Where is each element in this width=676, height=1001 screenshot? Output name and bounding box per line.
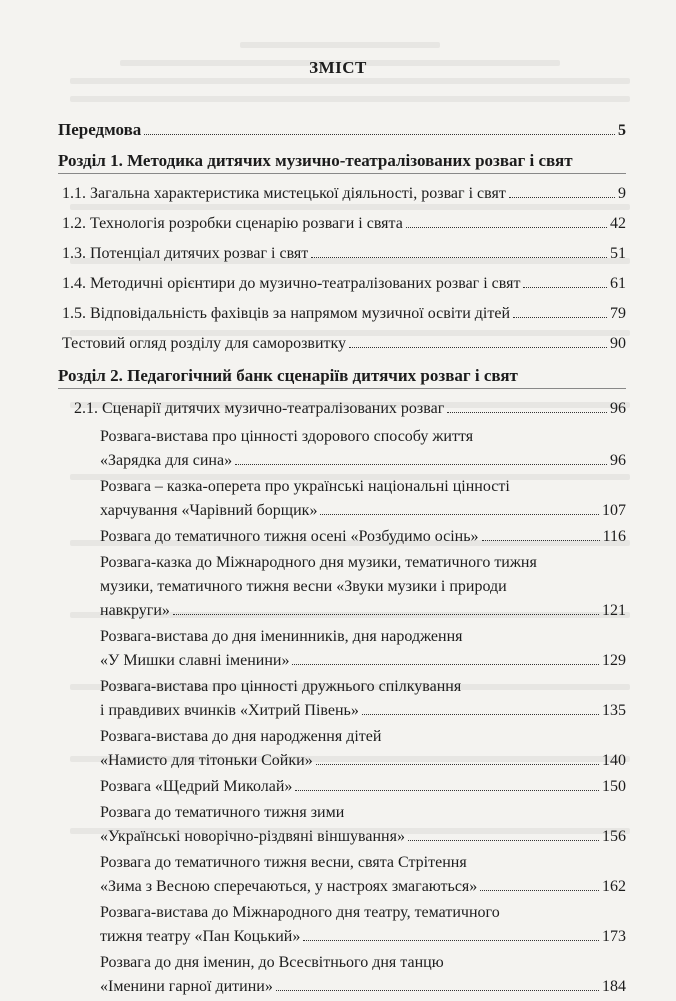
- scenario-entry[interactable]: [100, 951, 626, 999]
- scenario-title-line: Розвага-вистава про цінності здорового способу життя: [100, 428, 474, 445]
- scenario-title-last-line: [100, 699, 626, 723]
- toc-entry-label: Тестовий огляд розділу для саморозвитку: [62, 335, 347, 352]
- toc-page-number: 107: [602, 502, 626, 519]
- toc-page-number: 79: [610, 305, 626, 322]
- scenario-title-last-line: [100, 925, 626, 949]
- scenario-title-line: Розвага до тематичного тижня весни, свята Стрітення: [100, 854, 467, 871]
- scenario-list: [58, 425, 626, 999]
- scenario-title-line: Розвага до тематичного тижня зими: [100, 804, 345, 821]
- toc-entry-label: харчування «Чарівний борщик»: [100, 502, 318, 519]
- toc-entry-label: і правдивих вчинків «Хитрий Півень»: [100, 702, 359, 719]
- scenario-title-last-line: [100, 749, 626, 773]
- scenario-entry[interactable]: [100, 901, 626, 949]
- dot-leader: [235, 464, 607, 465]
- scenario-entry[interactable]: [100, 801, 626, 849]
- toc-page-number: 173: [602, 928, 626, 945]
- scenario-title-last-line: [100, 449, 626, 473]
- toc-page-number: 61: [610, 275, 626, 292]
- toc-entry-self-test[interactable]: [62, 332, 626, 356]
- scenario-entry[interactable]: [100, 725, 626, 773]
- toc-page-number: 90: [610, 335, 626, 352]
- scenario-title-last-line: [100, 599, 626, 623]
- scenario-title-last-line: [100, 499, 626, 523]
- section-2-heading[interactable]: Розділ 2. Педагогічний банк сценаріїв дитячих розваг і свят: [58, 364, 626, 389]
- toc-page-number: 140: [602, 752, 626, 769]
- toc-entry-label: «Зарядка для сина»: [100, 452, 233, 469]
- dot-leader: [362, 714, 599, 715]
- scenario-title-last-line: [100, 875, 626, 899]
- dot-leader: [311, 257, 607, 258]
- dot-leader: [447, 412, 607, 413]
- scenario-entry[interactable]: [100, 625, 626, 673]
- toc-entry-label: тижня театру «Пан Коцький»: [100, 928, 301, 945]
- dot-leader: [513, 317, 607, 318]
- toc-entry-1-1[interactable]: [62, 182, 626, 206]
- toc-entry-label: навкруги»: [100, 602, 170, 619]
- toc-page-number: 162: [602, 878, 626, 895]
- scenario-title-last-line: [100, 775, 626, 799]
- toc-page-number: 150: [602, 778, 626, 795]
- toc-page-number: 51: [610, 245, 626, 262]
- toc-entry-1-3[interactable]: [62, 242, 626, 266]
- scenario-title-line: музики, тематичного тижня весни «Звуки музики і природи: [100, 578, 507, 595]
- dot-leader: [482, 540, 600, 541]
- scenario-title-line: Розвага-вистава до Міжнародного дня театру, тематичного: [100, 904, 500, 921]
- scenario-title-last-line: [100, 975, 626, 999]
- toc-entry-1-2[interactable]: [62, 212, 626, 236]
- toc-entry-label: 1.2. Технологія розробки сценарію розваги і свята: [62, 215, 403, 232]
- section-1-heading[interactable]: Розділ 1. Методика дитячих музично-театралізованих розваг і свят: [58, 149, 626, 174]
- toc-page-number: 135: [602, 702, 626, 719]
- toc-entry-label: 1.4. Методичні орієнтири до музично-театралізованих розваг і свят: [62, 275, 521, 292]
- toc-entry-label: Передмова: [58, 120, 142, 139]
- scenario-entry[interactable]: [100, 775, 626, 799]
- scenario-title-line: Розвага-вистава про цінності дружнього спілкування: [100, 678, 462, 695]
- dot-leader: [173, 614, 599, 615]
- scenario-entry[interactable]: [100, 475, 626, 523]
- toc-page-number: 184: [602, 978, 626, 995]
- dot-leader: [509, 197, 615, 198]
- dot-leader: [523, 287, 607, 288]
- dot-leader: [276, 990, 599, 991]
- dot-leader: [406, 227, 607, 228]
- toc-entry-label: «Зима з Весною сперечаються, у настроях змагаються»: [100, 878, 478, 895]
- toc-entry-label: Розвага до тематичного тижня осені «Розбудимо осінь»: [100, 528, 479, 545]
- toc-entry-label: «Намисто для тітоньки Сойки»: [100, 752, 313, 769]
- toc-entry-2-1[interactable]: [58, 397, 626, 421]
- scenario-title-line: Розвага-вистава до дня іменинників, дня народження: [100, 628, 463, 645]
- toc-page-number: 5: [618, 122, 626, 139]
- toc-entry-label: 1.1. Загальна характеристика мистецької діяльності, розваг і свят: [62, 185, 506, 202]
- dot-leader: [295, 790, 599, 791]
- scenario-entry[interactable]: [100, 425, 626, 473]
- scenario-title-last-line: [100, 649, 626, 673]
- toc-entry-preface[interactable]: [58, 118, 626, 143]
- toc-entry-label: 2.1. Сценарії дитячих музично-театралізованих розваг: [74, 400, 445, 417]
- toc-entry-1-5[interactable]: [62, 302, 626, 326]
- toc-entry-label: 1.3. Потенціал дитячих розваг і свят: [62, 245, 309, 262]
- toc-page-number: 121: [602, 602, 626, 619]
- section-1-items: [58, 182, 626, 356]
- scenario-title-line: Розвага-казка до Міжнародного дня музики, тематичного тижня: [100, 554, 537, 571]
- scenario-title-last-line: [100, 825, 626, 849]
- dot-leader: [408, 840, 599, 841]
- toc-page-number: 9: [618, 185, 626, 202]
- toc-page-number: 156: [602, 828, 626, 845]
- scenario-title-line: Розвага до дня іменин, до Всесвітнього дня танцю: [100, 954, 444, 971]
- toc-page-number: 129: [602, 652, 626, 669]
- toc-entry-label: Розвага «Щедрий Миколай»: [100, 778, 293, 795]
- dot-leader: [320, 514, 599, 515]
- scenario-title-line: Розвага-вистава до дня народження дітей: [100, 728, 382, 745]
- toc-page-number: 116: [602, 528, 626, 545]
- dot-leader: [349, 347, 607, 348]
- toc-entry-label: «Іменини гарної дитини»: [100, 978, 273, 995]
- scenario-entry[interactable]: [100, 525, 626, 549]
- scenario-entry[interactable]: [100, 851, 626, 899]
- scenario-title-line: Розвага – казка-оперета про українські національні цінності: [100, 478, 510, 495]
- dot-leader: [316, 764, 599, 765]
- dot-leader: [292, 664, 599, 665]
- toc-page-number: 96: [610, 452, 626, 469]
- dot-leader: [480, 890, 599, 891]
- toc-entry-label: 1.5. Відповідальність фахівців за напрямом музичної освіти дітей: [62, 305, 511, 322]
- dot-leader: [144, 134, 615, 135]
- dot-leader: [303, 940, 599, 941]
- toc-page-number: 42: [610, 215, 626, 232]
- scenario-entry[interactable]: [100, 551, 626, 623]
- scenario-title-last-line: [100, 525, 626, 549]
- toc-title: ЗМІСТ: [309, 58, 367, 77]
- toc-entry-1-4[interactable]: [62, 272, 626, 296]
- toc-entry-label: «Українські новорічно-різдвяні віншування»: [100, 828, 405, 845]
- scenario-entry[interactable]: [100, 675, 626, 723]
- toc-entry-label: «У Мишки славні іменини»: [100, 652, 290, 669]
- toc-page-number: 96: [610, 400, 626, 417]
- table-of-contents: [58, 118, 626, 1001]
